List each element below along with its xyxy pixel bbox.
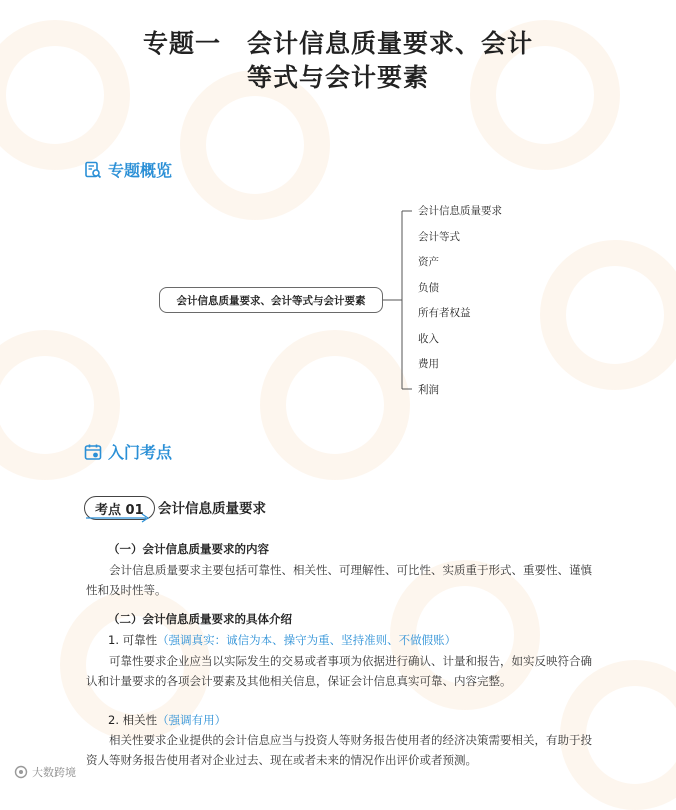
keypoint-badge: 考点 01: [84, 496, 155, 520]
item-relevance-label: 2. 相关性: [108, 713, 158, 727]
mindmap-leaf: 所有者权益: [418, 307, 471, 319]
item-reliability: [108, 632, 456, 648]
search-doc-icon: [84, 161, 102, 179]
item-reliability-hint: （强调真实：诚信为本、操守为重、坚持准则、不做假账）: [157, 633, 457, 647]
footer-logo: [14, 764, 76, 780]
badge-arrow-icon: [84, 510, 164, 524]
item-relevance: [108, 712, 226, 728]
intro-heading: [84, 440, 172, 463]
mindmap-leaf: 会计等式: [418, 231, 460, 243]
logo-icon: [14, 765, 28, 779]
page-title-line1: 专题一 会计信息质量要求、会计: [142, 29, 533, 58]
item-relevance-text: 相关性要求企业提供的会计信息应当与投资人等财务报告使用者的经济决策需要相关，有助于投资人等财务报告使用者对企业过去、现在或者未来的情况作出评价或者预测。: [86, 733, 592, 767]
mindmap-leaf: 资产: [418, 256, 439, 268]
watermark-circle: [540, 240, 676, 390]
mindmap-leaf: 费用: [418, 358, 439, 370]
mindmap-leaf: 利润: [418, 384, 439, 396]
calendar-icon: [84, 443, 102, 461]
overview-heading: [84, 158, 172, 181]
mindmap-leaf: 负债: [418, 282, 439, 294]
watermark-circle: [260, 330, 410, 480]
section-1-title: （一）会计信息质量要求的内容: [108, 542, 269, 556]
page-title-line2: 等式与会计要素: [246, 63, 429, 92]
keypoint-title: 会计信息质量要求: [158, 501, 266, 517]
item-reliability-text: 可靠性要求企业应当以实际发生的交易或者事项为依据进行确认、计量和报告，如实反映符合确认和计量要求的各项会计要素及其他相关信息，保证会计信息真实可靠、内容完整。: [86, 654, 592, 688]
footer-logo-text: 大数跨境: [32, 766, 76, 779]
section-2-title: （二）会计信息质量要求的具体介绍: [108, 612, 292, 626]
intro-heading-label: 入门考点: [108, 443, 173, 462]
mindmap-root: 会计信息质量要求、会计等式与会计要素: [159, 287, 383, 313]
section-1-text: 会计信息质量要求主要包括可靠性、相关性、可理解性、可比性、实质重于形式、重要性、谨慎性和及时性等。: [86, 563, 592, 597]
overview-heading-label: 专题概览: [108, 161, 173, 180]
item-relevance-hint: （强调有用）: [157, 713, 227, 727]
mindmap-leaf: 会计信息质量要求: [418, 205, 502, 217]
item-reliability-label: 1. 可靠性: [108, 633, 158, 647]
mindmap-leaf: 收入: [418, 333, 439, 345]
